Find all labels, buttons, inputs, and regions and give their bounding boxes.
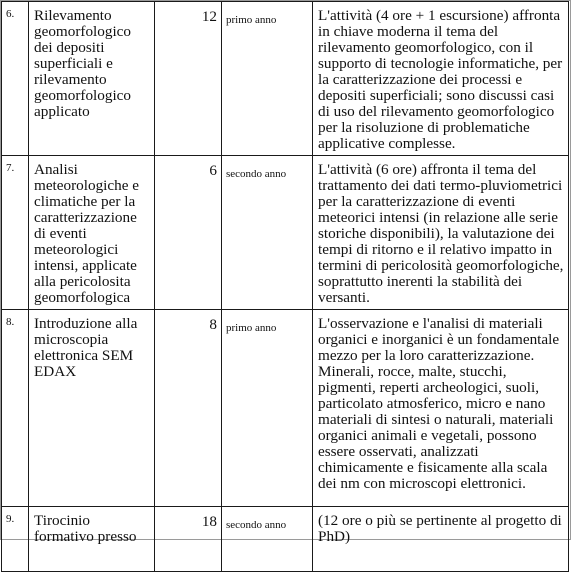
activity-description: L'attività (6 ore) affronta il tema del trattamento dei dati termo-pluviometrici per la caratterizzazione di eventi meteorici intensi (in relazione alle serie storiche disponibili), la valutazione dei tempi di ritorno e il relativo impatto in termini di pericolosità geomorfologiche, soprattutto inerenti la stabilità dei versanti. — [313, 156, 569, 310]
activity-title: Rilevamento geomorfologico dei depositi superficiali e rilevamento geomorfologico applicato — [29, 2, 155, 156]
activity-hours: 18 — [155, 507, 222, 572]
activity-year: primo anno — [222, 310, 313, 507]
activity-description: (12 ore o più se pertinente al progetto di PhD) — [313, 507, 569, 572]
row-number: 9. — [2, 507, 29, 572]
activity-title: Analisi meteorologiche e climatiche per la caratterizzazione di eventi meteorologici intensi, applicate alla pericolosita geomorfologica — [29, 156, 155, 310]
row-number: 8. — [2, 310, 29, 507]
table-row — [2, 310, 569, 507]
activity-title: Introduzione alla microscopia elettronica SEM EDAX — [29, 310, 155, 507]
table-row — [2, 156, 569, 310]
activity-year: secondo anno — [222, 156, 313, 310]
activity-year: secondo anno — [222, 507, 313, 572]
row-number: 6. — [2, 2, 29, 156]
activity-hours: 8 — [155, 310, 222, 507]
activity-description: L'attività (4 ore + 1 escursione) affronta in chiave moderna il tema del rilevamento geomorfologico, con il supporto di tecnologie informatiche, per la caratterizzazione dei processi e depositi superficiali; sono discussi casi di uso del rilevamento geomorfologico per la risoluzione di problematiche applicative complesse. — [313, 2, 569, 156]
activity-description: L'osservazione e l'analisi di materiali organici e inorganici è un fondamentale mezzo per la loro caratterizzazione. Minerali, rocce, malte, stucchi, pigmenti, reperti archeologici, suoli, particolato atmosferico, micro e nano materiali di sintesi o naturali, materiali organici animali e vegetali, possono essere osservati, analizzati chimicamente e fisicamente alla scala dei nm con microscopi elettronici. — [313, 310, 569, 507]
table-row — [2, 507, 569, 572]
activity-title: Tirocinio formativo presso — [29, 507, 155, 572]
course-activities-table — [1, 1, 569, 572]
activity-hours: 12 — [155, 2, 222, 156]
activity-hours: 6 — [155, 156, 222, 310]
activity-year: primo anno — [222, 2, 313, 156]
row-number: 7. — [2, 156, 29, 310]
table-row — [2, 2, 569, 156]
